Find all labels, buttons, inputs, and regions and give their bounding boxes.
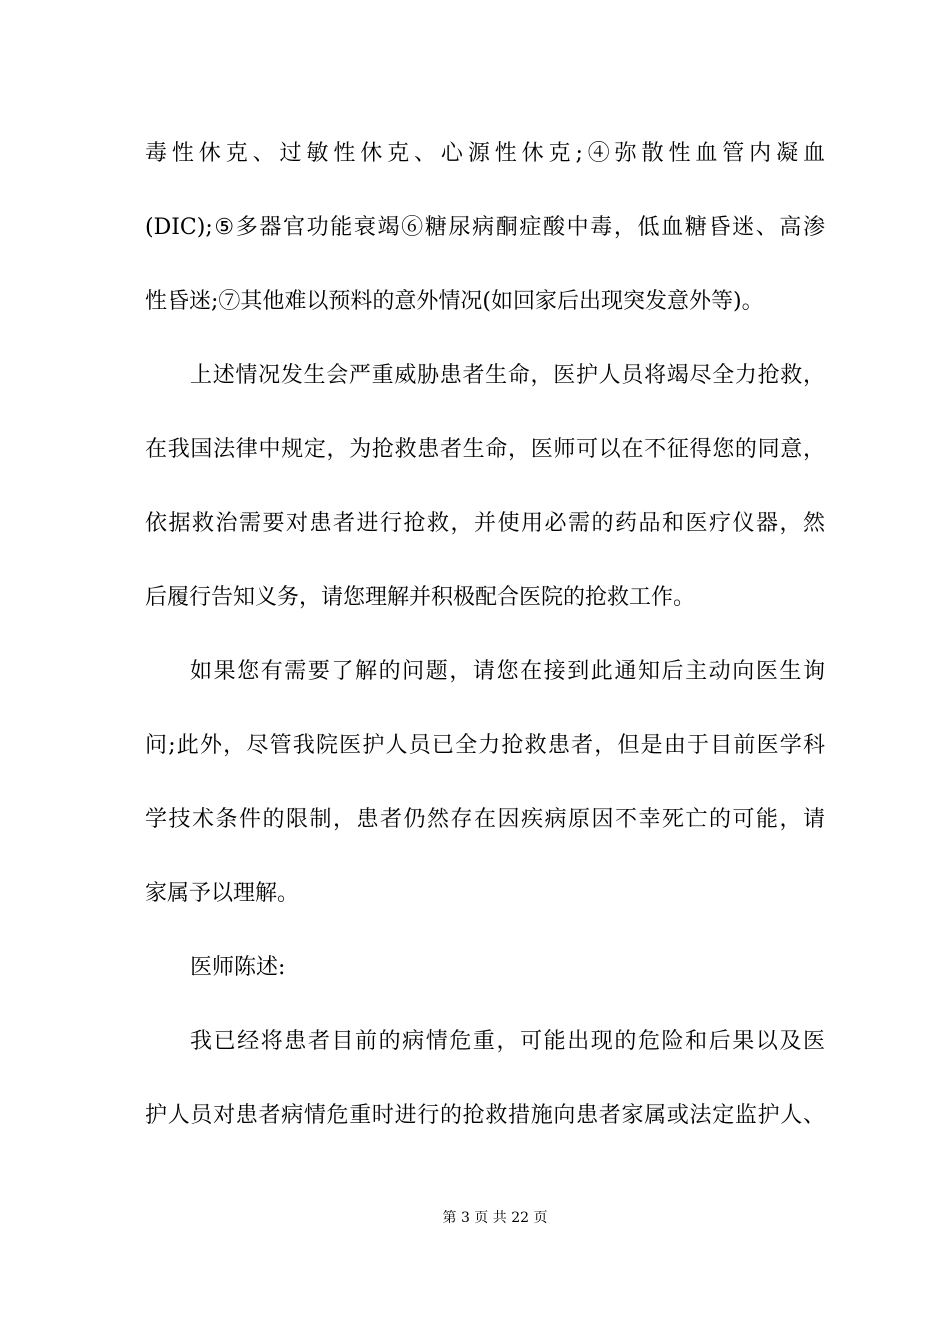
- section-heading: 医师陈述:: [190, 955, 286, 980]
- text-line: (DIC);⑤多器官功能衰竭⑥糖尿病酮症酸中毒，低血糖昏迷、高渗: [145, 215, 825, 240]
- text-line: 护人员对患者病情危重时进行的抢救措施向患者家属或法定监护人、: [145, 1103, 825, 1128]
- text-line: 后履行告知义务，请您理解并积极配合医院的抢救工作。: [145, 585, 696, 610]
- page-number-footer: 第 3 页 共 22 页: [442, 1210, 548, 1226]
- text-line: 性昏迷;⑦其他难以预料的意外情况(如回家后出现突发意外等)。: [145, 289, 764, 314]
- text-line: 问;此外，尽管我院医护人员已全力抢救患者，但是由于目前医学科: [145, 733, 825, 758]
- paragraph-start-line: 如果您有需要了解的问题，请您在接到此通知后主动向医生询: [190, 659, 825, 684]
- paragraph-start-line: 上述情况发生会严重威胁患者生命，医护人员将竭尽全力抢救，: [190, 363, 825, 388]
- text-line: 学技术条件的限制，患者仍然存在因疾病原因不幸死亡的可能，请: [145, 807, 825, 832]
- paragraph-start-line: 我已经将患者目前的病情危重，可能出现的危险和后果以及医: [190, 1029, 825, 1054]
- text-line: 依据救治需要对患者进行抢救，并使用必需的药品和医疗仪器，然: [145, 511, 825, 536]
- text-line: 家属予以理解。: [145, 881, 300, 906]
- text-line: 毒性休克、过敏性休克、心源性休克;④弥散性血管内凝血: [145, 141, 825, 166]
- text-line: 在我国法律中规定，为抢救患者生命，医师可以在不征得您的同意，: [145, 437, 825, 462]
